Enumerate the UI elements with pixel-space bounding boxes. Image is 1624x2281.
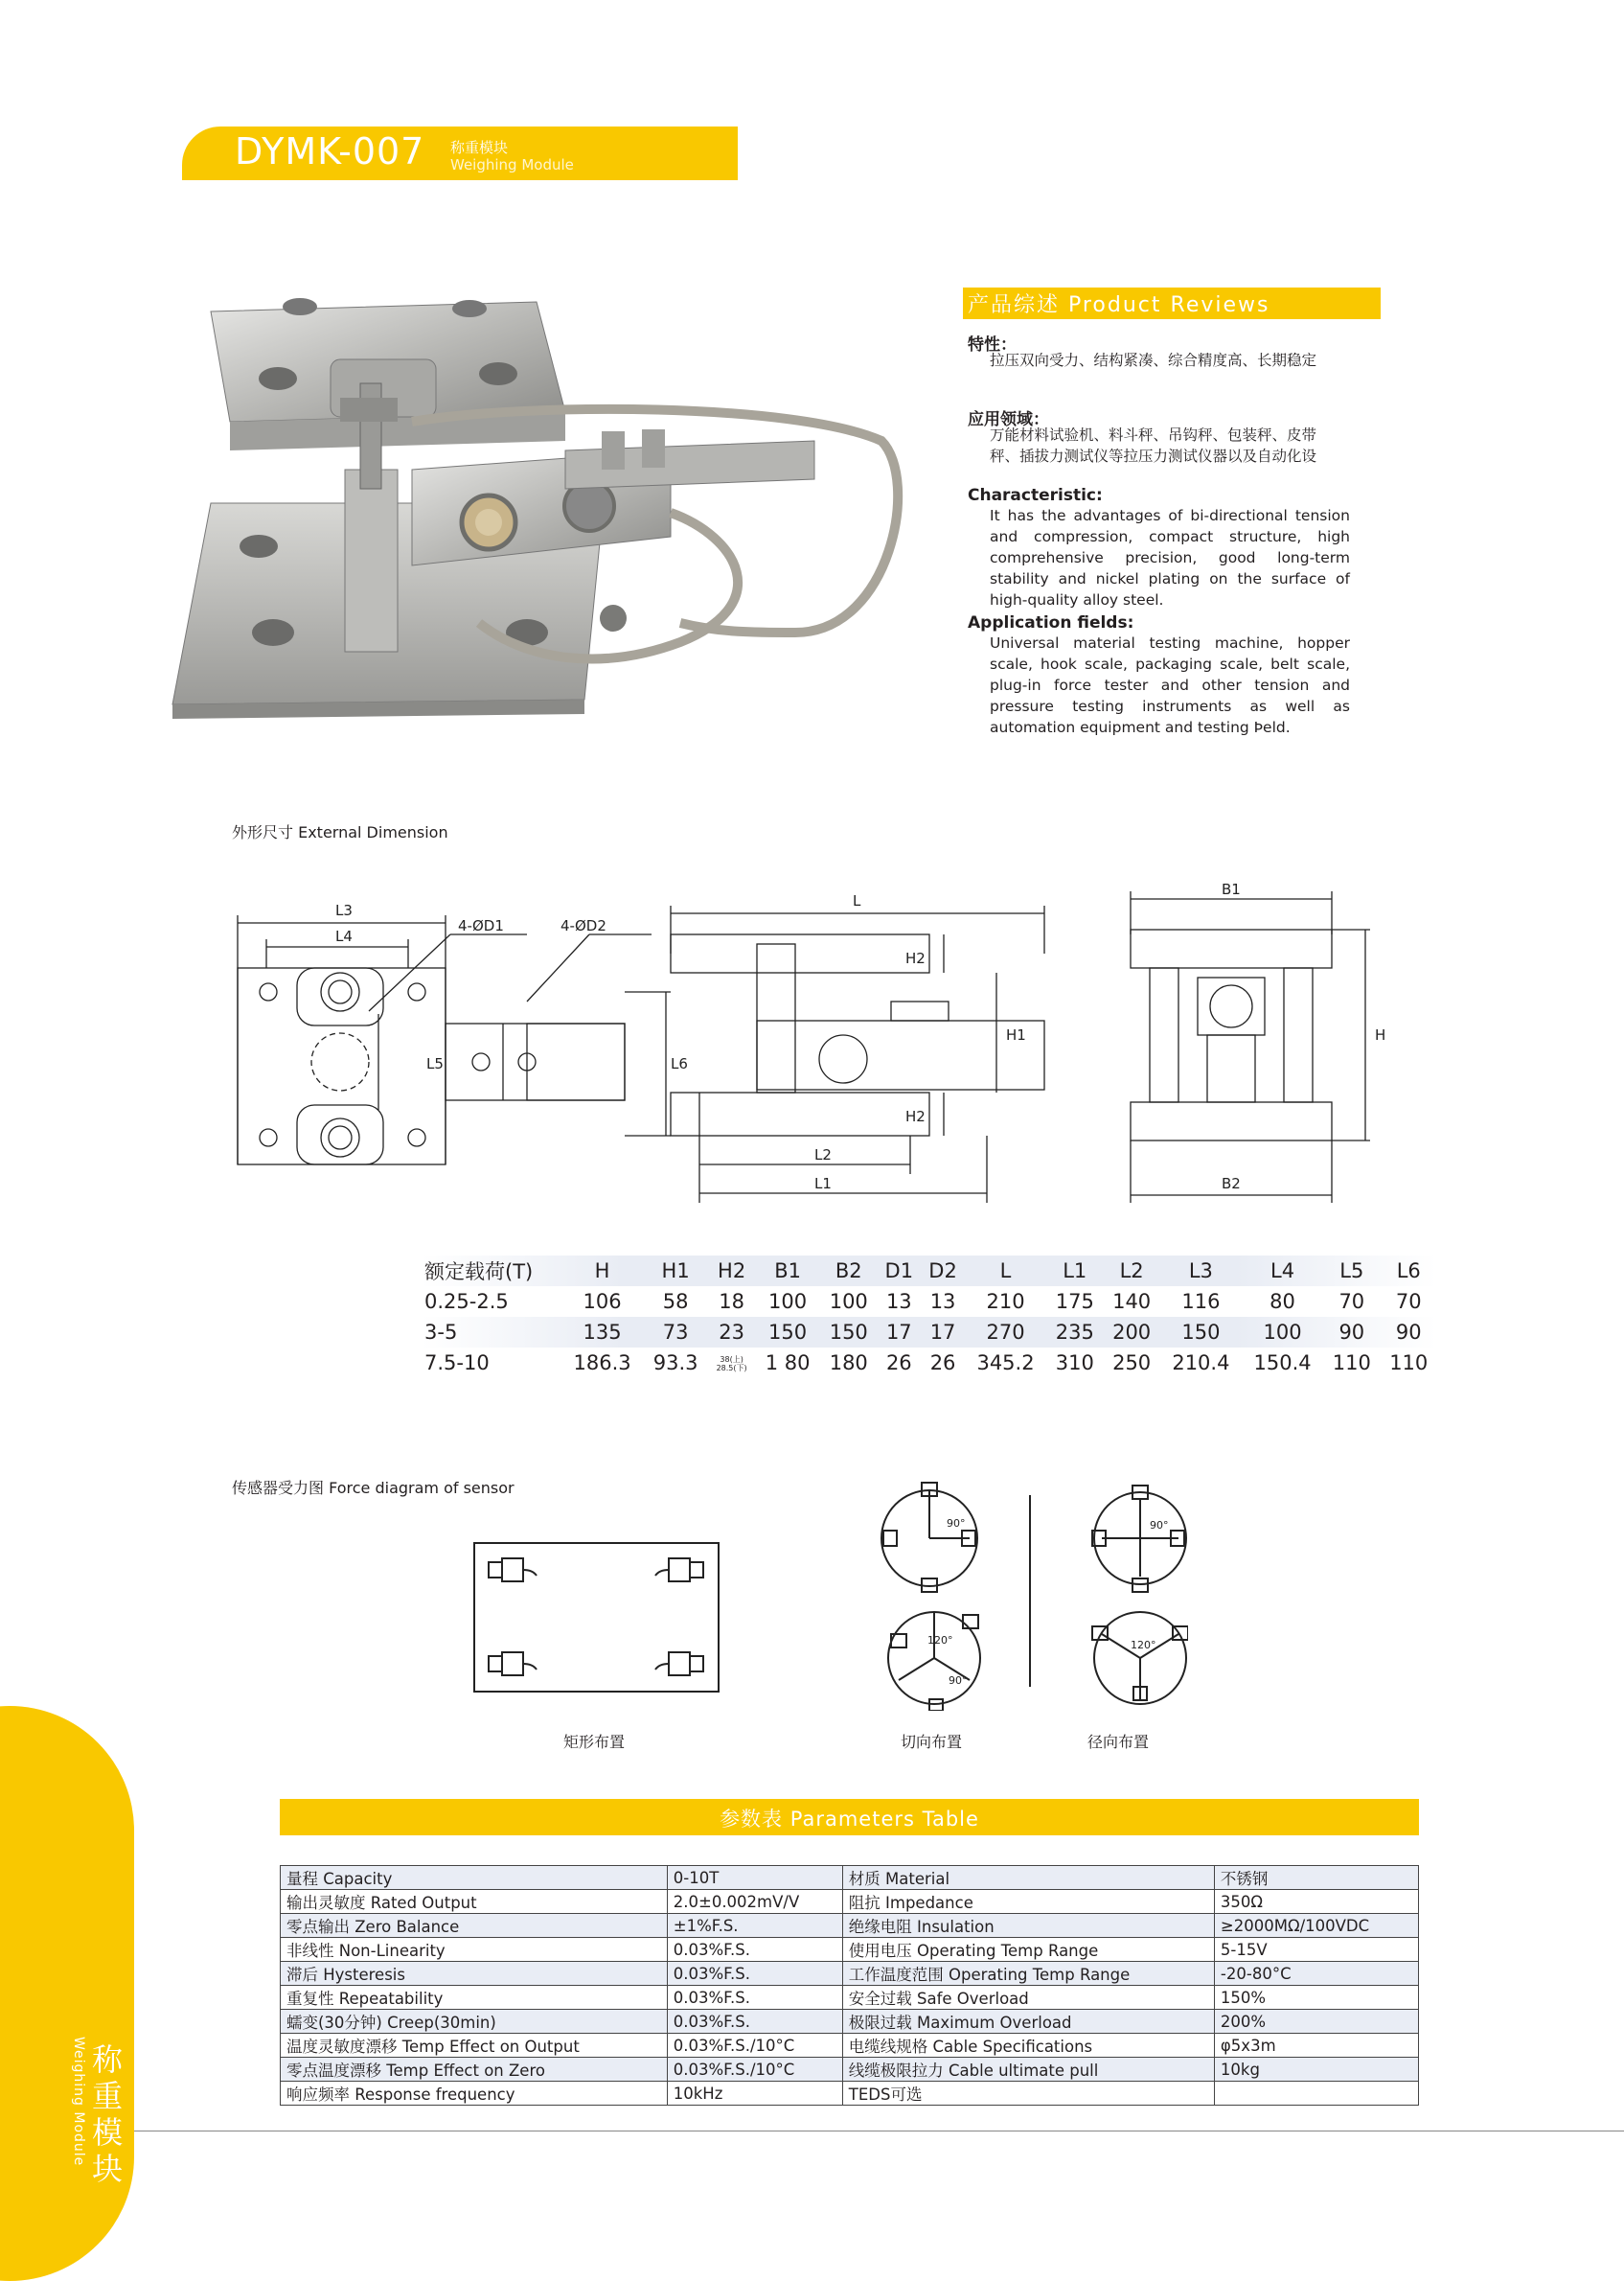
label-d2: 4-ØD2 [560,917,606,934]
table-row [281,2058,1419,2082]
angle-label: 120° [1131,1639,1156,1651]
cell: 不锈钢 [1214,1866,1418,1890]
cell: 13 [885,1290,912,1313]
cell: 150% [1214,1986,1418,2010]
cell: 100 [768,1290,808,1313]
cell: 量程 Capacity [281,1866,668,1890]
cell: 材质 Material [842,1866,1214,1890]
rect-layout-diagram [469,1533,757,1701]
dimensions-table [422,1256,1437,1378]
dimension-section-title: 外形尺寸 External Dimension [232,823,448,841]
cell: 100 [1263,1321,1302,1344]
cell: 235 [1055,1321,1094,1344]
cell: 23 [719,1321,744,1344]
cell: 0.03%F.S. [667,1986,842,2010]
circular-layout-diagrams [862,1471,1188,1711]
angle-label: 90° [949,1674,968,1687]
cell: 180 [829,1351,868,1374]
table-row [422,1286,1437,1317]
cell: 0.03%F.S./10°C [667,2034,842,2058]
cell: 70 [1338,1290,1365,1313]
header-cell: H2 [718,1259,746,1282]
cell: 140 [1112,1290,1152,1313]
table-row [281,2034,1419,2058]
cell: 10kg [1214,2058,1418,2082]
cell: 116 [1181,1290,1221,1313]
cell: 电缆线规格 Cable Specifications [842,2034,1214,2058]
cell: 阻抗 Impedance [842,1890,1214,1914]
h2-top-value: 38(上) [720,1355,743,1364]
cell: -20-80°C [1214,1962,1418,1986]
cell: 73 [662,1321,689,1344]
title-en: Weighing Module [450,156,574,173]
side-tab-cn: 称重模块 [91,2041,123,2187]
reviews-title: 产品综述 Product Reviews [968,293,1270,317]
angle-label: 90° [1150,1519,1169,1532]
label-h2-top: H2 [905,950,926,967]
header-cell: B1 [774,1259,801,1282]
table-row [281,2010,1419,2034]
cell: 0.25-2.5 [424,1290,509,1313]
cell: 17 [929,1321,956,1344]
sensor-icon [489,1558,537,1581]
side-view [671,906,1044,1203]
header-cell: L2 [1119,1259,1144,1282]
cell: 100 [829,1290,868,1313]
cell: 80 [1269,1290,1295,1313]
cell-h2-special [708,1348,755,1378]
table-header-row [422,1256,1437,1286]
header-cell: L4 [1270,1259,1295,1282]
cell: 非线性 Non-Linearity [281,1938,668,1962]
cell: 0-10T [667,1866,842,1890]
header-cell: L6 [1396,1259,1421,1282]
application-label: Application fields: [968,613,1134,633]
cell: 零点输出 Zero Balance [281,1914,668,1938]
label-l1: L1 [814,1175,832,1192]
table-row [281,1890,1419,1914]
cell: φ5x3m [1214,2034,1418,2058]
cell: 110 [1389,1351,1429,1374]
cell: 2.0±0.002mV/V [667,1890,842,1914]
dimension-drawing [230,877,1418,1208]
cell: 工作温度范围 Operating Temp Range [842,1962,1214,1986]
cell: 210.4 [1172,1351,1230,1374]
h2-bottom-value: 28.5(下) [716,1364,747,1372]
label-b2: B2 [1222,1175,1241,1192]
characteristic-text: It has the advantages of bi-directional tension and compression, compact structure, high comprehensive precision, good long-term stability and nickel plating on the surface of high-quality alloy steel. [990,507,1350,609]
cell: TEDS可选 [842,2082,1214,2106]
cell: 110 [1332,1351,1371,1374]
cell: 13 [929,1290,956,1313]
cell: 1 80 [765,1351,811,1374]
table-row [281,1986,1419,2010]
cell: 响应频率 Response frequency [281,2082,668,2106]
fields-text-cn-1: 万能材料试验机、料斗秤、吊钩秤、包装秤、皮带 [990,426,1317,444]
side-tab [0,1706,134,2281]
header-cell: D1 [884,1259,914,1282]
header-cell: H1 [661,1259,690,1282]
cell: 3-5 [424,1321,458,1344]
cell: 200% [1214,2010,1418,2034]
cell: 310 [1055,1351,1094,1374]
table-row [422,1317,1437,1348]
cell: 135 [583,1321,622,1344]
cell: 输出灵敏度 Rated Output [281,1890,668,1914]
features-text: 拉压双向受力、结构紧凑、综合精度高、长期稳定 [990,352,1317,369]
cell: ≥2000MΩ/100VDC [1214,1914,1418,1938]
label-l3: L3 [335,902,353,919]
cell: 345.2 [976,1351,1035,1374]
application-text: Universal material testing machine, hopper scale, hook scale, packaging scale, belt scale, plug-in force tester and other tension and pressure testing instruments as well as automation equipment and testing Þeld. [990,634,1350,736]
cell: 350Ω [1214,1890,1418,1914]
cell: 250 [1112,1351,1152,1374]
cell: 150 [1181,1321,1221,1344]
cell: 18 [719,1290,744,1313]
cell: 0.03%F.S. [667,1938,842,1962]
label-h1: H1 [1006,1026,1026,1044]
cell: 210 [986,1290,1025,1313]
header-cell: L [999,1259,1012,1282]
header-cell: L3 [1188,1259,1213,1282]
cell: 106 [583,1290,622,1313]
params-title: 参数表 Parameters Table [720,1808,979,1831]
cell: 58 [662,1290,689,1313]
cell: ±1%F.S. [667,1914,842,1938]
cell: 186.3 [573,1351,631,1374]
header-cell: D2 [928,1259,957,1282]
label-h2-bottom: H2 [905,1108,926,1125]
title-cn: 称重模块 [450,139,509,156]
cell: 150.4 [1253,1351,1312,1374]
model-title: DYMK-007 [235,130,425,173]
cell: 90 [1338,1321,1365,1344]
radial-layout-label: 径向布置 [1087,1733,1150,1751]
fields-label-cn: 应用领域： [968,410,1049,429]
cell: 7.5-10 [424,1351,490,1374]
label-h: H [1375,1026,1386,1044]
cell: 90 [1395,1321,1422,1344]
cell: 极限过载 Maximum Overload [842,2010,1214,2034]
cell: 蠕变(30分钟) Creep(30min) [281,2010,668,2034]
header-cell: B2 [835,1259,862,1282]
side-tab-en: Weighing Module [71,2037,86,2167]
label-l6: L6 [671,1055,688,1072]
force-section-title: 传感器受力图 Force diagram of sensor [232,1479,515,1497]
label-b1: B1 [1222,881,1241,898]
table-row [281,1914,1419,1938]
label-d1: 4-ØD1 [458,917,504,934]
characteristic-label: Characteristic: [968,486,1103,505]
top-view [238,915,671,1164]
parameters-table [280,1865,1419,2106]
cell: 0.03%F.S. [667,2010,842,2034]
angle-label: 90° [947,1517,966,1530]
cell: 0.03%F.S. [667,1962,842,1986]
cell: 26 [929,1351,956,1374]
cell [1214,2082,1418,2106]
cell: 滞后 Hysteresis [281,1962,668,1986]
cell: 150 [768,1321,808,1344]
sensor-icon [489,1652,537,1675]
front-view [1131,891,1370,1203]
label-l2: L2 [814,1146,832,1164]
tangent-layout-label: 切向布置 [901,1733,963,1751]
sensor-icon [655,1652,703,1675]
cell: 使用电压 Operating Temp Range [842,1938,1214,1962]
cell: 70 [1395,1290,1422,1313]
label-l4: L4 [335,928,353,945]
cell: 26 [885,1351,912,1374]
cell: 175 [1055,1290,1094,1313]
label-l: L [853,892,861,910]
table-row [281,1866,1419,1890]
angle-label: 120° [927,1634,953,1647]
header-cell: 额定载荷(T) [424,1260,534,1283]
cell: 零点温度漂移 Temp Effect on Zero [281,2058,668,2082]
cell: 0.03%F.S./10°C [667,2058,842,2082]
cell: 绝缘电阻 Insulation [842,1914,1214,1938]
sensor-icon [655,1558,703,1581]
cell: 重复性 Repeatability [281,1986,668,2010]
table-row [281,2082,1419,2106]
fields-text-cn-2: 秤、插拔力测试仪等拉压力测试仪器以及自动化设 [990,448,1317,465]
cell: 10kHz [667,2082,842,2106]
cell: 200 [1112,1321,1152,1344]
cell: 270 [986,1321,1025,1344]
product-photo [125,288,910,719]
header-cell: L1 [1063,1259,1087,1282]
rect-layout-label: 矩形布置 [563,1733,626,1751]
table-row [422,1348,1437,1378]
header-cell: L5 [1339,1259,1364,1282]
cell: 5-15V [1214,1938,1418,1962]
cell: 线缆极限拉力 Cable ultimate pull [842,2058,1214,2082]
cell: 93.3 [652,1351,698,1374]
cell: 安全过载 Safe Overload [842,1986,1214,2010]
features-label: 特性： [968,335,1017,355]
cell: 17 [885,1321,912,1344]
cell: 150 [829,1321,868,1344]
cell: 温度灵敏度漂移 Temp Effect on Output [281,2034,668,2058]
label-l5: L5 [426,1055,444,1072]
table-row [281,1962,1419,1986]
header-cell: H [594,1259,610,1282]
table-row [281,1938,1419,1962]
